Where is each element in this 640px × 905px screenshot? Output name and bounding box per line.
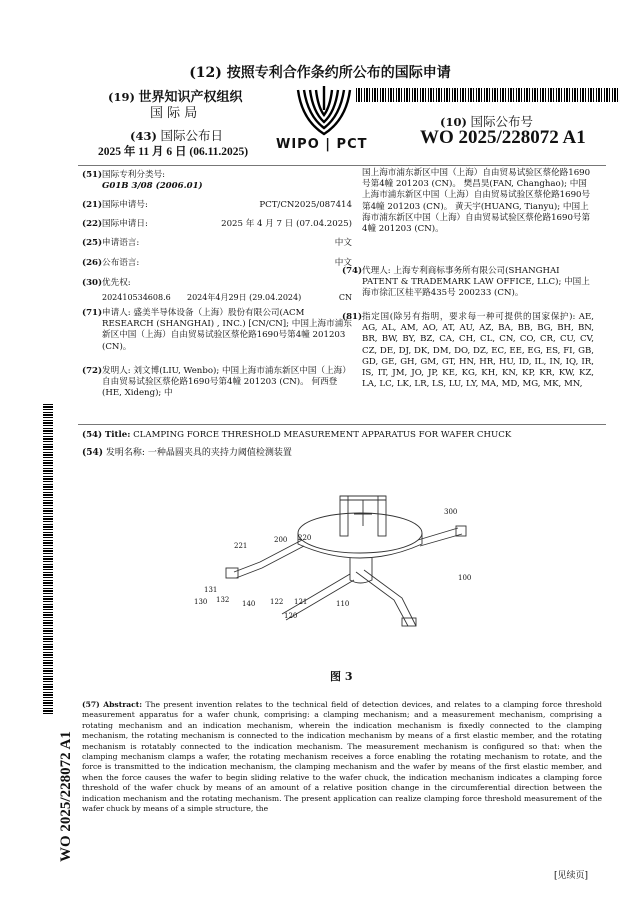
figure-label: 300 <box>444 508 458 516</box>
title-chinese: 一种晶圆夹具的夹持力阈值检测装置 <box>147 448 292 458</box>
pub-no-label: 国际公布号 <box>470 114 534 129</box>
continued-note: [见续页] <box>554 871 589 881</box>
abstract-label: Abstract: <box>103 700 143 709</box>
designated-states: 指定国(除另有指明，要求每一种可提供的国家保护): AE, AG, AL, AM, AO, AT, AU, AZ, BA, BB, BG, BH, BN, BR, BW, BY, BZ, CA, CH, CL, CN, CO, CR, CU, CV, CZ, DE, DJ, DK, DM, DO, DZ, EC, EE, EG, ES, FI, GB, GD, GE, GH, GM, GT, HN, HR, HU, ID, IL, IN, IQ, IR, IS, IT, JM, JO, JP, KE, KG, KH, KN, KP, KR, KW, KZ, LA, LC, LK, LR, LS, LU, LY, MA, MD, MG, MK, MN, <box>362 312 594 390</box>
figure-label: 122 <box>270 598 284 606</box>
field-code: (21) <box>82 200 103 210</box>
field-label: 国际申请日: <box>102 219 148 229</box>
pub-date-code: (43) <box>130 129 157 143</box>
pub-number: WO 2025/228072 A1 <box>420 127 586 148</box>
inventors-continued: 国上海市浦东新区中国（上海）自由贸易试验区蔡伦路1690号第4幢 201203 (CN)。 樊昌昊(FAN, Changhao); 中国上海市浦东新区中国（上海）自由贸易试验区蔡伦路1690号第4幢 201203 (CN)。 黄天宇(HUANG, Tianyu); 中国上海市浦东新区中国（上海）自由贸易试验区蔡伦路1690号第4幢 201203 (CN)。 <box>362 168 591 235</box>
figure-label: 200 <box>274 536 288 544</box>
barcode-side <box>43 402 53 714</box>
figure-label: 100 <box>458 574 472 582</box>
field-71 <box>82 308 352 353</box>
priority-number: 202410534608.6 <box>102 293 171 302</box>
priority-country: CN <box>338 293 352 302</box>
field-code: (51) <box>82 170 103 180</box>
agent: 代理人: 上海专利商标事务所有限公司(SHANGHAI PATENT & TRADEMARK LAW OFFICE, LLC); 中国上海市徐汇区桂平路435号 200233 (CN)。 <box>362 266 590 299</box>
title-label: Title: <box>104 430 131 440</box>
pub-date-label: 国际公布日 <box>160 128 224 143</box>
title-label: 发明名称: <box>105 448 145 458</box>
priority-date: 2024年4月29日 (29.04.2024) <box>187 293 302 302</box>
field-code: (22) <box>82 219 103 229</box>
application-number: PCT/CN2025/087414 <box>259 200 352 210</box>
figure-label: 220 <box>298 534 312 542</box>
field-21 <box>82 200 352 211</box>
figure-label: 132 <box>216 596 230 604</box>
field-code: (81) <box>342 312 363 322</box>
field-30 <box>82 278 352 289</box>
publication-language: 中文 <box>334 258 352 268</box>
field-51 <box>82 170 352 192</box>
figure-label: 120 <box>284 612 298 620</box>
pub-no-code: (10) <box>440 115 467 129</box>
title-en <box>82 430 602 441</box>
title-zh <box>82 448 602 459</box>
priority-claim <box>102 292 352 303</box>
filing-date: 2025 年 4 月 7 日 (07.04.2025) <box>221 219 352 229</box>
wafer-chuck-drawing <box>190 488 480 633</box>
patent-figure <box>190 488 480 633</box>
org-code: (19) <box>108 90 135 104</box>
field-code: (54) <box>82 448 104 458</box>
figure-label: 130 <box>194 598 208 606</box>
field-code: (25) <box>82 238 103 248</box>
field-label: 优先权: <box>102 278 131 288</box>
field-72 <box>82 366 352 400</box>
pub-date: 2025 年 11 月 6 日 (06.11.2025) <box>98 146 249 158</box>
field-label: 公布语言: <box>102 258 140 268</box>
field-label: 国际专利分类号: <box>102 170 166 180</box>
figure-label: 221 <box>234 542 248 550</box>
field-code: (74) <box>342 266 363 276</box>
abstract <box>82 700 602 814</box>
barcode-top <box>356 88 618 102</box>
figure-label: 121 <box>294 598 308 606</box>
field-26 <box>82 258 352 269</box>
side-pub-number: WO 2025/228072 A1 <box>58 731 74 862</box>
applicant: 申请人: 盛美半导体设备（上海）股份有限公司(ACM RESEARCH (SHANGHAI) , INC.) [CN/CN]; 中国上海市浦东新区中国（上海）自由贸易试验区蔡伦路1690号第4幢 201203 (CN)。 <box>102 308 352 352</box>
ipc-class: G01B 3/08 (2006.01) <box>102 181 203 192</box>
figure-label: 140 <box>242 600 256 608</box>
inventors: 发明人: 刘文博(LIU, Wenbo); 中国上海市浦东新区中国（上海）自由贸易试验区蔡伦路1690号第4幢 201203 (CN)。 何西登(HE, Xideng); 中 <box>102 366 351 399</box>
field-81 <box>342 312 594 390</box>
field-code: (30) <box>82 278 103 288</box>
field-22 <box>82 219 352 230</box>
org-name: 世界知识产权组织 <box>138 90 243 105</box>
bureau-name: 国 际 局 <box>150 106 198 121</box>
wipo-pct-text: WIPO | PCT <box>276 137 368 152</box>
filing-language: 中文 <box>334 238 352 248</box>
pub-date-heading <box>130 126 223 144</box>
field-code: (71) <box>82 308 103 318</box>
field-code: (54) <box>82 430 103 440</box>
figure-label: 110 <box>336 600 350 608</box>
document-title: (12) 按照专利合作条约所公布的国际申请 <box>189 65 451 81</box>
field-code: (72) <box>82 366 103 376</box>
figure-label: 131 <box>204 586 218 594</box>
biblio-divider <box>78 424 606 425</box>
figure-caption: 图 3 <box>330 670 353 683</box>
field-code: (57) <box>82 700 100 709</box>
field-74 <box>342 266 594 300</box>
field-label: 申请语言: <box>102 238 140 248</box>
field-code: (26) <box>82 258 103 268</box>
field-label: 国际申请号: <box>102 200 148 210</box>
header-divider <box>78 165 606 166</box>
title-english: CLAMPING FORCE THRESHOLD MEASUREMENT APPARATUS FOR WAFER CHUCK <box>133 430 512 440</box>
field-25 <box>82 238 352 249</box>
abstract-text: The present invention relates to the technical field of detection devices, and relates to a clamping force threshold measurement apparatus for a wafer chunk, comprising: a clamping mechanism; and a measurement mechanism, comprising a rotating mechanism and an indication mechanism, wherein the indication mechanism is fixedly connected to the clamping mechanism, the rotating mechanism is connected to the indication mechanism by means of a first elastic member, and the rotating mechanism is rotatably connected to the indication mechanism. The measurement mechanism is configured so that: when the clamping mechanism clamps a wafer, the rotating mechanism receives a force enabling the rotating mechanism to rotate, and the force is transmitted to the indication mechanism, the clamping mechanism and the wafer by means of the first elastic member, and when the force causes the wafer to begin sliding relative to the wafer chuck, the indication mechanism indicates a clamping force threshold of the wafer chuck by means of an amount of a relative position change in the circumferential direction between the indication mechanism and the rotating mechanism. The present application can realize clamping force threshold measurement of the wafer chuck by means of a simple structure, the <box>82 700 602 814</box>
